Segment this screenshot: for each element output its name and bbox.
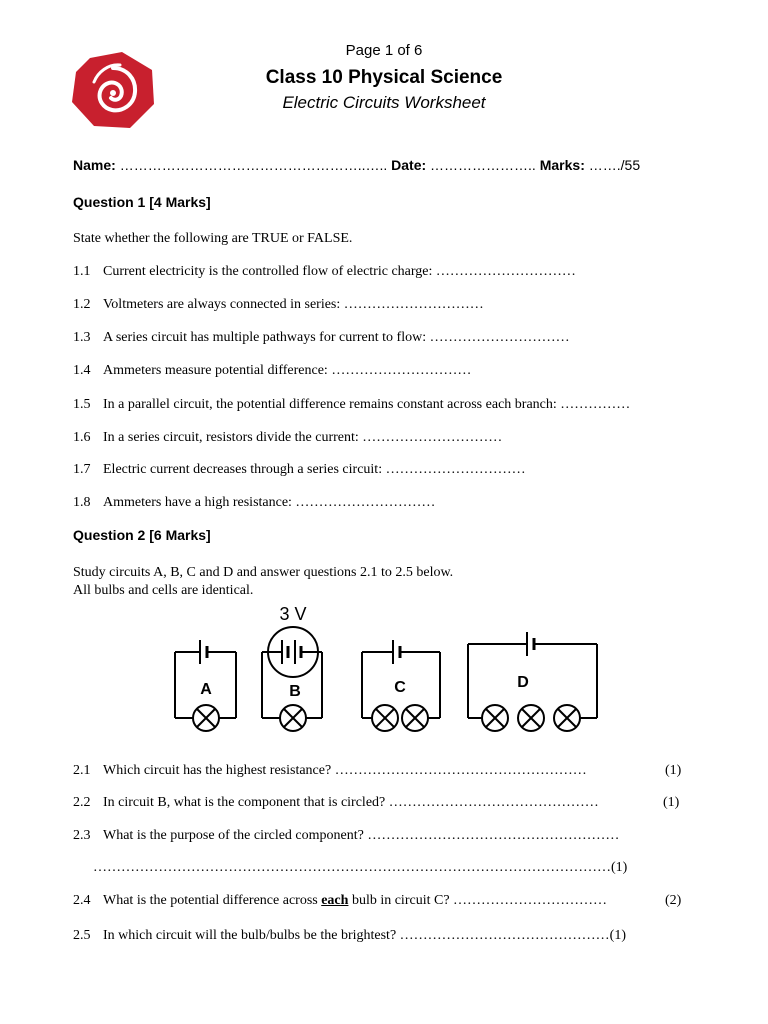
question-2-heading: Question 2 [6 Marks] — [73, 527, 211, 543]
question-2-instruction: Study circuits A, B, C and D and answer questions 2.1 to 2.5 below. — [73, 565, 454, 580]
circuit-d — [468, 632, 597, 731]
date-label: Date: — [391, 157, 427, 173]
circuit-label-d: D — [517, 674, 529, 691]
page-number: Page 1 of 6 — [345, 42, 423, 59]
worksheet-title: Class 10 Physical Science — [265, 67, 503, 88]
item-text: In a series circuit, resistors divide the current: ………………………… — [103, 430, 503, 445]
question-item — [73, 795, 599, 811]
question-item — [73, 330, 570, 346]
name-label: Name: — [73, 157, 116, 173]
item-text: Voltmeters are always connected in series: ………………………… — [103, 297, 484, 312]
item-text: Electric current decreases through a series circuit: ………………………… — [103, 462, 526, 477]
item-text: What is the purpose of the circled component? ……………………………………………… — [103, 828, 620, 843]
question-item — [73, 264, 576, 280]
item-number: 1.6 — [73, 430, 91, 445]
item-number: 1.8 — [73, 495, 91, 510]
item-marks: (2) — [665, 893, 682, 908]
item-text-before: What is the potential difference across — [103, 893, 322, 908]
question-item — [73, 430, 502, 446]
item-number: 1.7 — [73, 462, 91, 477]
item-marks: (1) — [665, 763, 682, 778]
item-number: 2.1 — [73, 763, 91, 778]
item-text-after: bulb in circuit C? …………………………… — [348, 893, 608, 908]
item-text: Which circuit has the highest resistance? ……………………………………………… — [103, 763, 587, 778]
question-item — [73, 462, 526, 478]
worksheet-subtitle: Electric Circuits Worksheet — [282, 93, 486, 112]
circuit-label-c: C — [394, 679, 406, 696]
voltage-label: 3 V — [279, 604, 307, 624]
question-item — [73, 297, 484, 313]
question-item — [73, 928, 626, 944]
circuit-b — [262, 627, 322, 731]
item-number: 2.2 — [73, 795, 91, 810]
item-number: 1.4 — [73, 363, 91, 378]
item-number: 2.5 — [73, 928, 91, 943]
item-number: 1.5 — [73, 397, 91, 412]
question-item — [73, 893, 607, 909]
item-number: 2.4 — [73, 893, 91, 908]
name-blank: ……………………………………………..….. — [119, 157, 388, 173]
item-text: Ammeters measure potential difference: ………………………… — [103, 363, 472, 378]
item-number: 1.1 — [73, 264, 91, 279]
item-number: 2.3 — [73, 828, 91, 843]
item-marks: (1) — [663, 795, 680, 810]
question-item — [73, 495, 435, 511]
item-text: In circuit B, what is the component that is circled? ……………………………………… — [103, 795, 599, 810]
answer-line: …………………………………………………………………………………………………(1) — [93, 860, 628, 875]
item-number: 1.2 — [73, 297, 91, 312]
marks-label: Marks: — [539, 157, 585, 173]
question-2-note: All bulbs and cells are identical. — [73, 583, 254, 598]
item-number: 1.3 — [73, 330, 91, 345]
emphasised-word: each — [321, 893, 349, 908]
item-text: In which circuit will the bulb/bulbs be the brightest? ………………………………………(1) — [103, 928, 626, 943]
item-text: Ammeters have a high resistance: ………………………… — [103, 495, 436, 510]
question-item — [73, 828, 619, 844]
circuit-diagram — [150, 600, 620, 750]
question-item — [73, 397, 630, 413]
date-blank: ………………….. — [430, 157, 536, 173]
question-item — [73, 363, 471, 379]
school-logo — [72, 52, 154, 130]
student-info-line — [73, 157, 640, 173]
circuit-label-a: A — [200, 681, 212, 698]
circuit-label-b: B — [289, 683, 301, 700]
item-text: A series circuit has multiple pathways for current to flow: ………………………… — [103, 330, 570, 345]
question-1-heading: Question 1 [4 Marks] — [73, 194, 211, 210]
marks-blank: ……./55 — [588, 157, 641, 173]
question-1-instruction: State whether the following are TRUE or FALSE. — [73, 231, 353, 246]
item-text: In a parallel circuit, the potential difference remains constant across each branch: …………… — [103, 397, 631, 412]
question-item — [73, 763, 587, 779]
item-text: Current electricity is the controlled flow of electric charge: ………………………… — [103, 264, 576, 279]
